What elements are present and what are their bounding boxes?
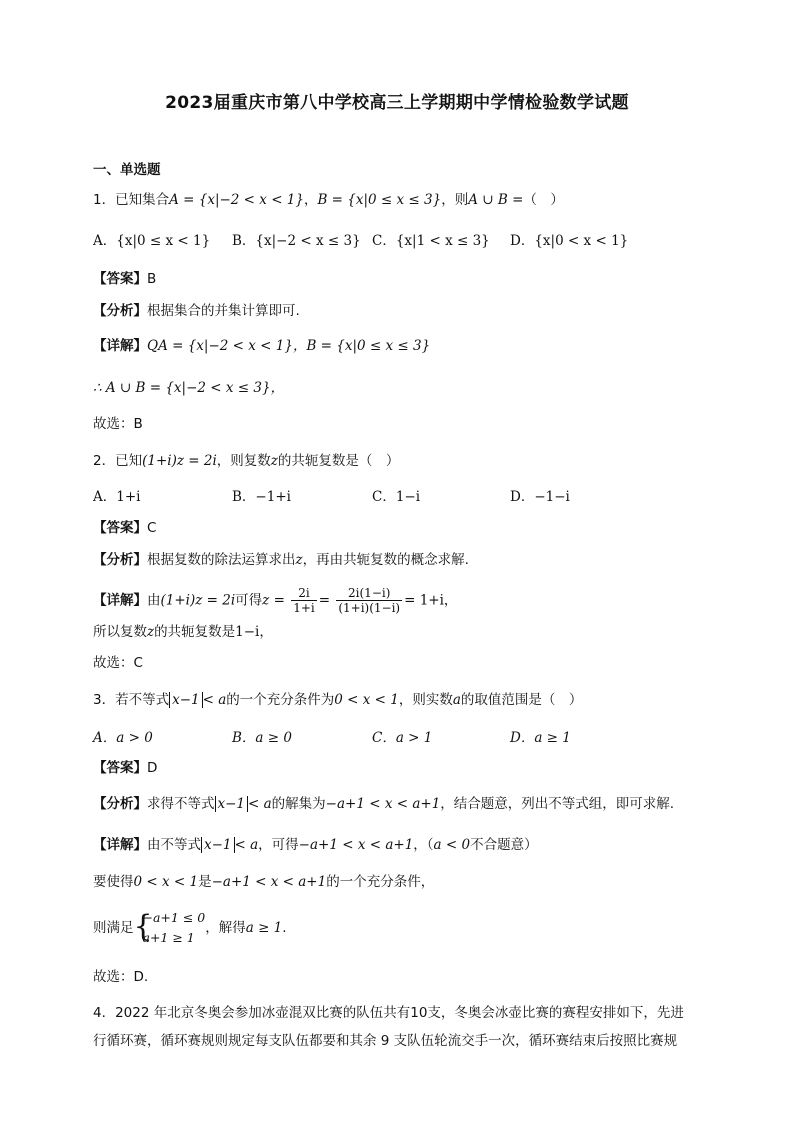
q2-analysis: 【分析】根据复数的除法运算求出z，再由共轭复数的概念求解.: [93, 552, 469, 568]
q2-choice: 故选：C: [93, 655, 143, 671]
q1-option-a: A．{x|0 ≤ x < 1}: [93, 233, 211, 249]
q1-detail-union: ∴ A ∪ B = {x|−2 < x ≤ 3}，: [93, 380, 285, 396]
q1-choice: 故选：B: [93, 416, 143, 432]
q3-option-c: C．a > 1: [372, 730, 433, 746]
q1-option-b: B．{x|−2 < x ≤ 3}: [232, 233, 361, 249]
q2-fraction-2: $\frac{2i(1-i)}{(1+i)(1-i)}$: [338, 586, 401, 615]
q3-analysis: 【分析】求得不等式 x−1 < a的解集为−a+1 < x < a+1，结合题意，列出不等式组，即可求解.: [93, 796, 675, 812]
q3-detail: 【详解】由不等式 x−1 < a，可得−a+1 < x < a+1，（a < 0不合题意）: [93, 837, 538, 853]
q2-detail-conj: 所以复数z的共轭复数是1−i，: [93, 624, 273, 640]
q2-option-a: A．1+i: [93, 489, 141, 505]
q2-option-d: D．−1−i: [510, 489, 570, 505]
q3-need: 要使得0 < x < 1是−a+1 < x < a+1的一个充分条件，: [93, 874, 435, 890]
q1-option-c: C．{x|1 < x ≤ 3}: [372, 233, 490, 249]
q3-option-a: A．a > 0: [93, 730, 153, 746]
q2-stem: 2．已知(1+i)z = 2i，则复数z的共轭复数是（ ）: [93, 453, 400, 469]
q2-detail: 【详解】由(1+i)z = 2i可得z = $\frac{2i}{1+i}$ = $\frac{2i(1-i)}{(1+i)(1-i)}$ = 1+i，: [93, 586, 458, 615]
section-heading: 一、单选题: [93, 162, 161, 178]
q1-analysis: 【分析】根据集合的并集计算即可.: [93, 303, 300, 319]
q1-union-expr: A ∪ B =: [468, 192, 524, 208]
q1-set-a: A = {x|−2 < x < 1}: [169, 192, 304, 208]
q1-set-b: B = {x|0 ≤ x ≤ 3}: [317, 192, 442, 208]
q2-answer: 【答案】C: [93, 520, 157, 536]
q4-stem-line-1: 4．2022 年北京冬奥会参加冰壶混双比赛的队伍共有10支，冬奥会冰壶比赛的赛程安排如下，先进: [93, 1005, 684, 1021]
q3-system: 则满足 { −a+1 ≤ 0 a+1 ≥ 1 ，解得a ≥ 1.: [93, 908, 287, 948]
q3-choice: 故选：D.: [93, 969, 149, 985]
q1-stem: 1．已知集合A = {x|−2 < x < 1}，B = {x|0 ≤ x ≤ 3}，则A ∪ B =（ ）: [93, 192, 564, 208]
q2-option-c: C．1−i: [372, 489, 421, 505]
q3-answer: 【答案】D: [93, 760, 158, 776]
q1-detail: 【详解】QA = {x|−2 < x < 1}，B = {x|0 ≤ x ≤ 3}: [93, 338, 431, 354]
q1-answer: 【答案】B: [93, 271, 157, 287]
q1-option-d: D．{x|0 < x < 1}: [510, 233, 629, 249]
page-title: 2023届重庆市第八中学校高三上学期期中学情检验数学试题: [165, 93, 629, 113]
q3-inequality-system: { −a+1 ≤ 0 a+1 ≥ 1: [133, 909, 206, 945]
q3-option-b: B．a ≥ 0: [232, 730, 292, 746]
q4-stem-line-2: 行循环赛，循环赛规则规定每支队伍都要和其余 9 支队伍轮流交手一次，循环赛结束后按照比赛规: [93, 1033, 678, 1049]
q2-option-b: B．−1+i: [232, 489, 291, 505]
q3-option-d: D．a ≥ 1: [510, 730, 571, 746]
q3-stem: 3．若不等式 x−1 < a的一个充分条件为0 < x < 1，则实数a的取值范围是（ ）: [93, 692, 583, 708]
q2-fraction-1: $\frac{2i}{1+i}$: [293, 586, 315, 615]
